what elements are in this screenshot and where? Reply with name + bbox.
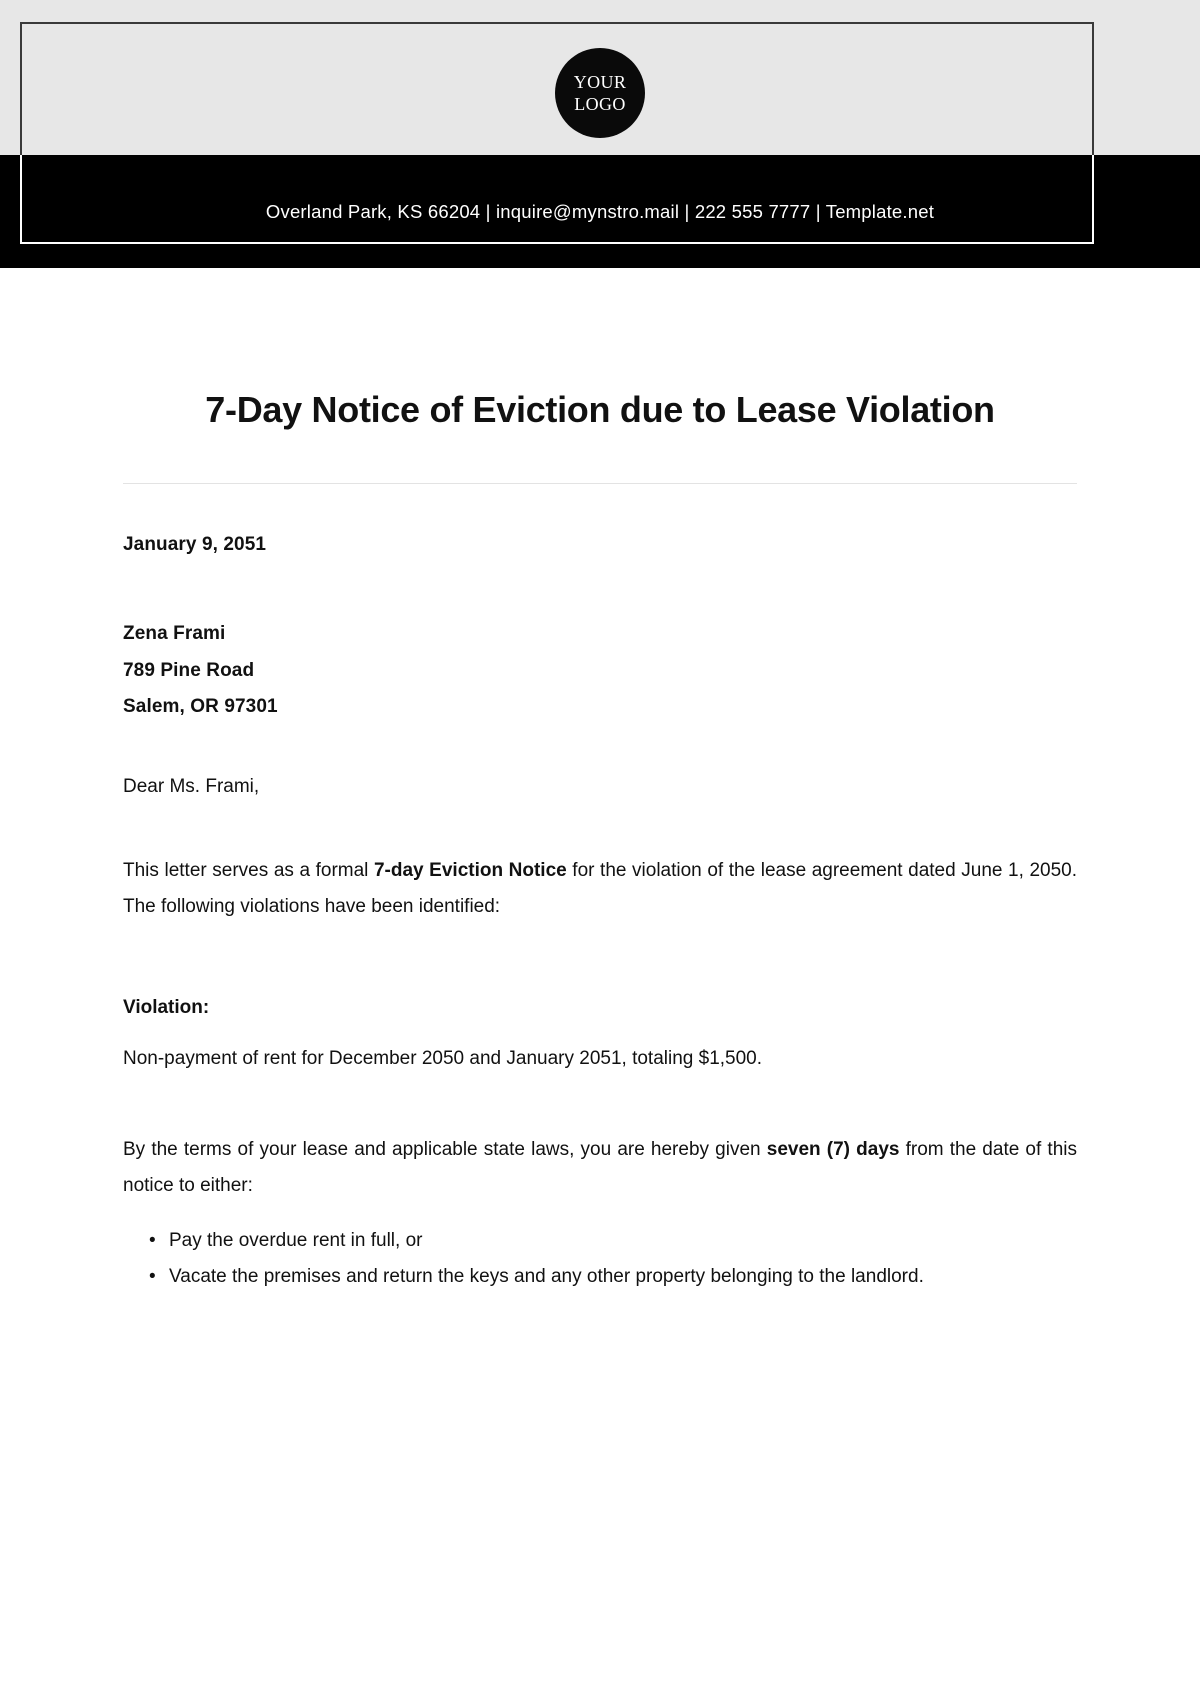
letterhead (0, 0, 1200, 268)
violation-text: Non-payment of rent for December 2050 and January 2051, totaling $1,500. (123, 1047, 763, 1069)
intro-text-before: This letter serves as a formal (123, 859, 374, 881)
terms-text-after: from the date of this notice to either: (123, 1138, 1077, 1196)
document-body (0, 268, 1200, 1295)
recipient-address-block (123, 616, 1077, 725)
terms-text-before: By the terms of your lease and applicable state laws, you are hereby given (123, 1138, 767, 1160)
letter-date: January 9, 2051 (123, 534, 267, 556)
recipient-name: Zena Frami (123, 623, 226, 645)
contact-info-text: Overland Park, KS 66204 | inquire@mynstro.mail | 222 555 7777 | Template.net (265, 200, 935, 222)
terms-text-emphasis: seven (7) days (766, 1138, 900, 1160)
salutation: Dear Ms. Frami, (123, 775, 260, 797)
title-divider (123, 483, 1077, 484)
list-item: • Pay the overdue rent in full, or (149, 1223, 1077, 1259)
intro-paragraph (123, 853, 1077, 925)
recipient-city-state-zip: Salem, OR 97301 (123, 696, 278, 718)
terms-paragraph (123, 1132, 1077, 1204)
intro-text-emphasis: 7-day Eviction Notice (373, 859, 567, 881)
violation-heading: Violation: (123, 996, 210, 1018)
options-list (123, 1223, 1077, 1295)
logo-line-1: YOUR (573, 71, 627, 92)
page-title: 7-Day Notice of Eviction due to Lease Violation (205, 389, 995, 430)
recipient-street: 789 Pine Road (123, 659, 255, 681)
logo-line-2: LOGO (574, 94, 626, 114)
intro-text-after: for the violation of the lease agreement dated June 1, 2050. The following violations have been identified: (123, 859, 1077, 917)
logo-badge (555, 48, 645, 138)
contact-bar (0, 155, 1200, 268)
list-item: • Vacate the premises and return the keys and any other property belonging to the landlord. (149, 1259, 1077, 1295)
